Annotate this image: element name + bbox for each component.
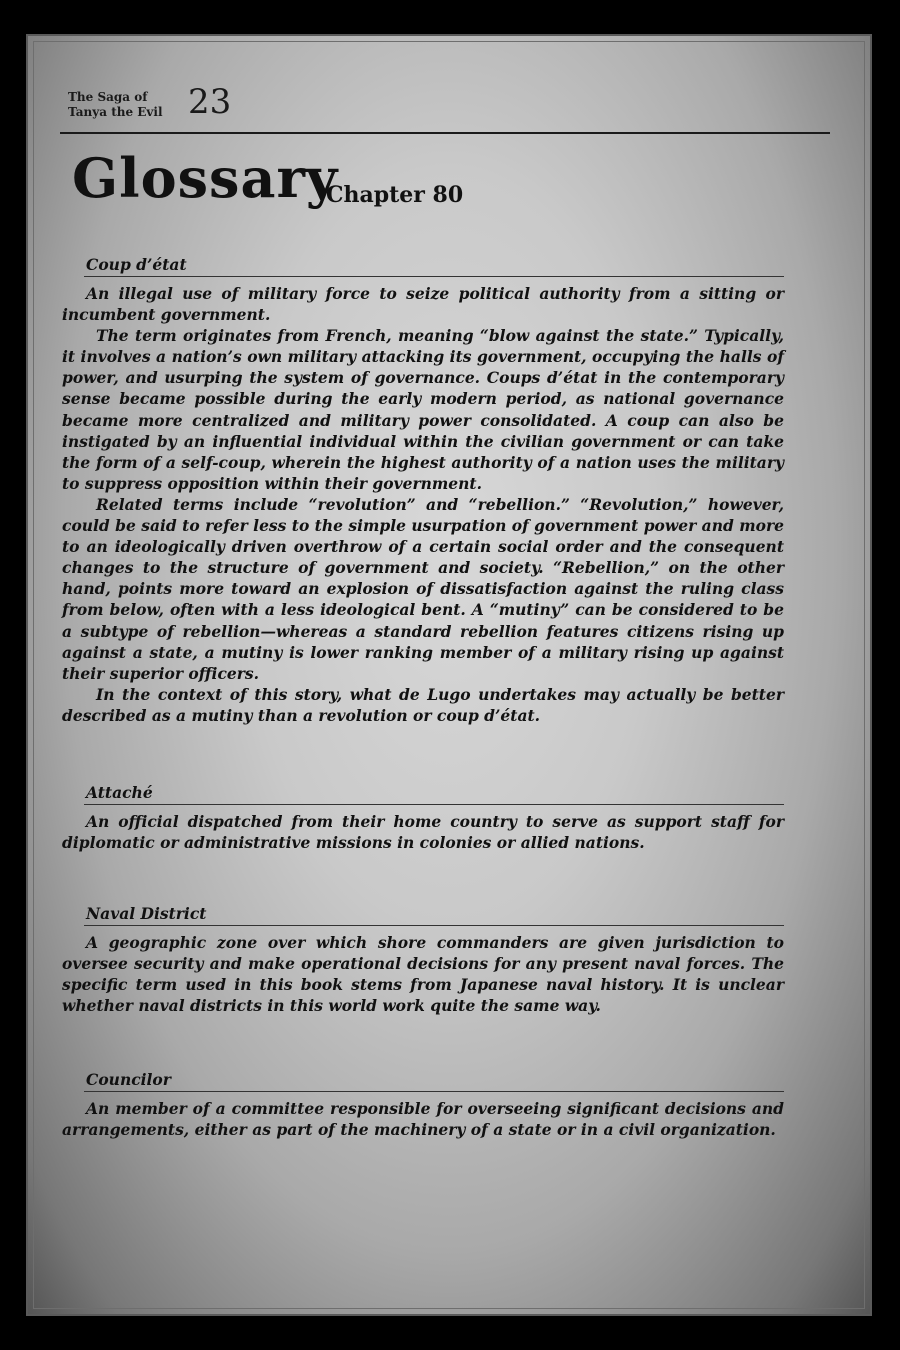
entry-spacer [62,853,784,903]
running-header [68,82,828,130]
series-title-line-1: The Saga of [68,90,148,104]
page-number: 23 [188,82,232,122]
term-rule [84,925,784,926]
entry-spacer [62,726,784,782]
term-rule [84,804,784,805]
series-title [68,90,163,120]
chapter-label: Chapter 80 [326,182,464,208]
glossary-entry-attache [62,782,784,853]
entry-paragraph: The term originates from French, meaning “blow against the state.” Typically, it involves a nation’s own military attacking its government, occupying the halls of power, and usurping the system of governance. Coups d’état in the contemporary sense became possible during the early modern period, as national governance became more centralized and military power consolidated. A coup can also be instigated by an influential individual within the civilian government or can take the form of a self-coup, wherein the highest authority of a nation uses the military to suppress opposition within their government. [62,326,784,493]
entry-term: Attaché [86,782,153,802]
header-rule [60,132,830,134]
entry-term: Naval District [86,904,207,924]
entry-paragraph: A geographic zone over which shore commanders are given jurisdiction to oversee security and make operational decisions for any present naval forces. The specific term used in this book stems from Japanese naval history. It is unclear whether naval districts in this world work quite the same way. [62,933,784,1016]
term-rule [84,276,784,277]
entry-term: Councilor [86,1069,171,1089]
glossary-entry-coup [62,254,784,726]
entry-paragraph: In the context of this story, what de Lugo undertakes may actually be better described as a mutiny than a revolution or coup d’état. [62,684,784,725]
entry-paragraph: An member of a committee responsible for overseeing significant decisions and arrangements, either as part of the machinery of a state or in a civil organization. [62,1098,784,1139]
term-rule [84,1091,784,1092]
series-title-line-2: Tanya the Evil [68,105,163,119]
title-row [72,146,832,226]
glossary-entry-naval-district [62,903,784,1016]
entry-paragraph: Related terms include “revolution” and “rebellion.” “Revolution,” however, could be said to refer less to the simple usurpation of government power and more to an ideologically driven overthrow of a certain social order and the consequent changes to the structure of government and society. “Rebellion,” on the other hand, points more toward an explosion of dissatisfaction against the ruling class from below, often with a less ideological bent. A “mutiny” can be considered to be a subtype of rebellion—whereas a standard rebellion features citizens rising up against a state, a mutiny is lower ranking member of a military rising up against their superior officers. [62,494,784,683]
entry-spacer [62,1017,784,1069]
entry-term: Coup d’état [86,255,187,274]
entry-paragraph: An illegal use of military force to seize political authority from a sitting or incumbent government. [62,284,784,325]
glossary-entry-councilor [62,1069,784,1140]
page-title: Glossary [72,146,339,210]
glossary-content [62,254,784,1140]
parchment-page [26,34,872,1316]
entry-paragraph: An official dispatched from their home country to serve as support staff for diplomatic or administrative missions in colonies or allied nations. [62,811,784,853]
